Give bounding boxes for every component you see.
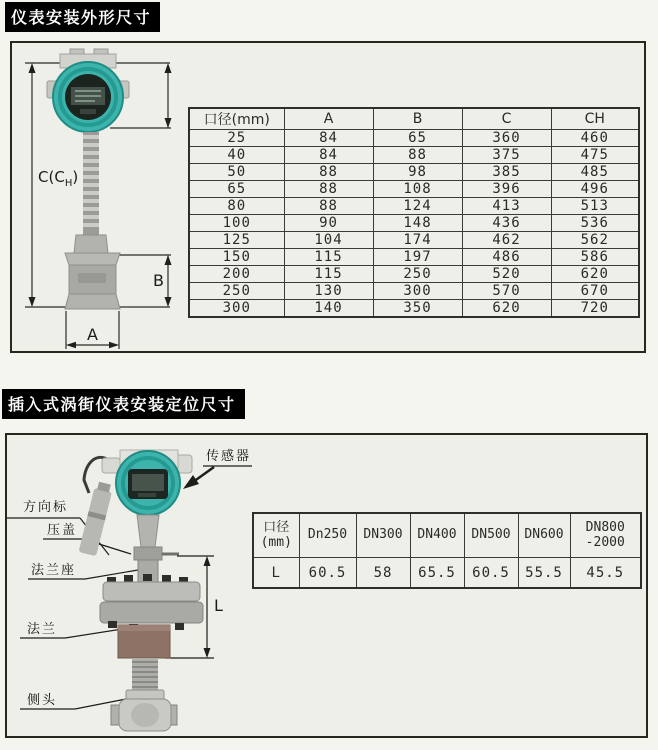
table-cell: 620 [462, 300, 551, 318]
table-cell: 150 [189, 249, 284, 266]
insertion-dimensions-table [252, 512, 642, 589]
table-cell: 98 [373, 164, 462, 181]
table-cell: L [253, 558, 299, 589]
col-header: Dn250 [299, 513, 356, 558]
table-cell: 250 [373, 266, 462, 283]
table-cell: 570 [462, 283, 551, 300]
table-row [189, 198, 639, 215]
table-cell: 50 [189, 164, 284, 181]
table-cell: 620 [551, 266, 639, 283]
callout-sensor: 传感器 [206, 449, 252, 464]
callout-direction-indicator: 方向标 [23, 500, 69, 515]
table-cell: 60.5 [464, 558, 518, 589]
table-cell: 115 [284, 266, 373, 283]
table-cell: 88 [284, 198, 373, 215]
dimension-label-a: A [87, 325, 98, 344]
table-cell: 88 [373, 147, 462, 164]
table-row [189, 130, 639, 147]
table-cell: 84 [284, 130, 373, 147]
table-cell: 140 [284, 300, 373, 318]
table-cell: 65 [189, 181, 284, 198]
table-row [189, 249, 639, 266]
table-cell: 360 [462, 130, 551, 147]
table-row [189, 300, 639, 318]
insertion-flowmeter-diagram-icon [7, 435, 262, 732]
table-row [189, 181, 639, 198]
col-header: 口径 (mm) [253, 513, 299, 558]
col-header: CH [551, 108, 639, 130]
header-row [189, 108, 639, 130]
col-header: DN300 [356, 513, 410, 558]
callout-flange-seat: 法兰座 [31, 563, 77, 578]
table-cell: 720 [551, 300, 639, 318]
col-header: DN500 [464, 513, 518, 558]
table-cell: 520 [462, 266, 551, 283]
section2-panel [5, 433, 648, 738]
table-row [253, 558, 641, 589]
callout-flange: 法兰 [27, 622, 58, 637]
table-cell: 413 [462, 198, 551, 215]
table-cell: 55.5 [518, 558, 570, 589]
table-cell: 436 [462, 215, 551, 232]
table-cell: 300 [189, 300, 284, 318]
table-cell: 115 [284, 249, 373, 266]
col-header: DN400 [410, 513, 464, 558]
table-cell: 45.5 [570, 558, 641, 589]
table-cell: 124 [373, 198, 462, 215]
table-cell: 350 [373, 300, 462, 318]
table-row [189, 232, 639, 249]
table-cell: 670 [551, 283, 639, 300]
col-header: A [284, 108, 373, 130]
table-cell: 486 [462, 249, 551, 266]
table-cell: 25 [189, 130, 284, 147]
col-header: DN800 -2000 [570, 513, 641, 558]
table-row [189, 283, 639, 300]
table-cell: 84 [284, 147, 373, 164]
table-cell: 65.5 [410, 558, 464, 589]
col-header: C [462, 108, 551, 130]
table-cell: 125 [189, 232, 284, 249]
table-cell: 88 [284, 164, 373, 181]
table-cell: 496 [551, 181, 639, 198]
dimension-label-l: L [214, 596, 223, 615]
flowmeter-outline-diagram-icon [12, 43, 192, 351]
table-cell: 475 [551, 147, 639, 164]
table-cell: 300 [373, 283, 462, 300]
table-cell: 90 [284, 215, 373, 232]
dimension-label-b: B [153, 271, 164, 290]
table-row [189, 147, 639, 164]
table-cell: 485 [551, 164, 639, 181]
table-cell: 536 [551, 215, 639, 232]
callout-gland: 压盖 [47, 523, 78, 538]
table-row [189, 215, 639, 232]
table-cell: 385 [462, 164, 551, 181]
callout-probe-head: 侧头 [27, 693, 58, 708]
table-cell: 396 [462, 181, 551, 198]
header-row [253, 513, 641, 558]
table-cell: 200 [189, 266, 284, 283]
col-header: 口径(mm) [189, 108, 284, 130]
table-row [189, 164, 639, 181]
table-cell: 513 [551, 198, 639, 215]
table-cell: 88 [284, 181, 373, 198]
table-cell: 462 [462, 232, 551, 249]
table-cell: 130 [284, 283, 373, 300]
table-cell: 250 [189, 283, 284, 300]
section2-title: 插入式涡街仪表安装定位尺寸 [2, 389, 245, 419]
table-cell: 460 [551, 130, 639, 147]
table-cell: 80 [189, 198, 284, 215]
col-header: B [373, 108, 462, 130]
table-cell: 197 [373, 249, 462, 266]
table-row [189, 266, 639, 283]
table-cell: 104 [284, 232, 373, 249]
col-header: DN600 [518, 513, 570, 558]
table-cell: 60.5 [299, 558, 356, 589]
table-cell: 174 [373, 232, 462, 249]
section1-panel [10, 41, 646, 353]
table-cell: 586 [551, 249, 639, 266]
section1-title: 仪表安装外形尺寸 [5, 2, 160, 32]
table-cell: 100 [189, 215, 284, 232]
table-cell: 65 [373, 130, 462, 147]
outline-dimensions-table [188, 107, 640, 318]
dimension-label-c: $C(C_H)$ [38, 168, 79, 189]
table-cell: 108 [373, 181, 462, 198]
table-cell: 148 [373, 215, 462, 232]
table-cell: 562 [551, 232, 639, 249]
table-cell: 375 [462, 147, 551, 164]
table-cell: 58 [356, 558, 410, 589]
table-cell: 40 [189, 147, 284, 164]
